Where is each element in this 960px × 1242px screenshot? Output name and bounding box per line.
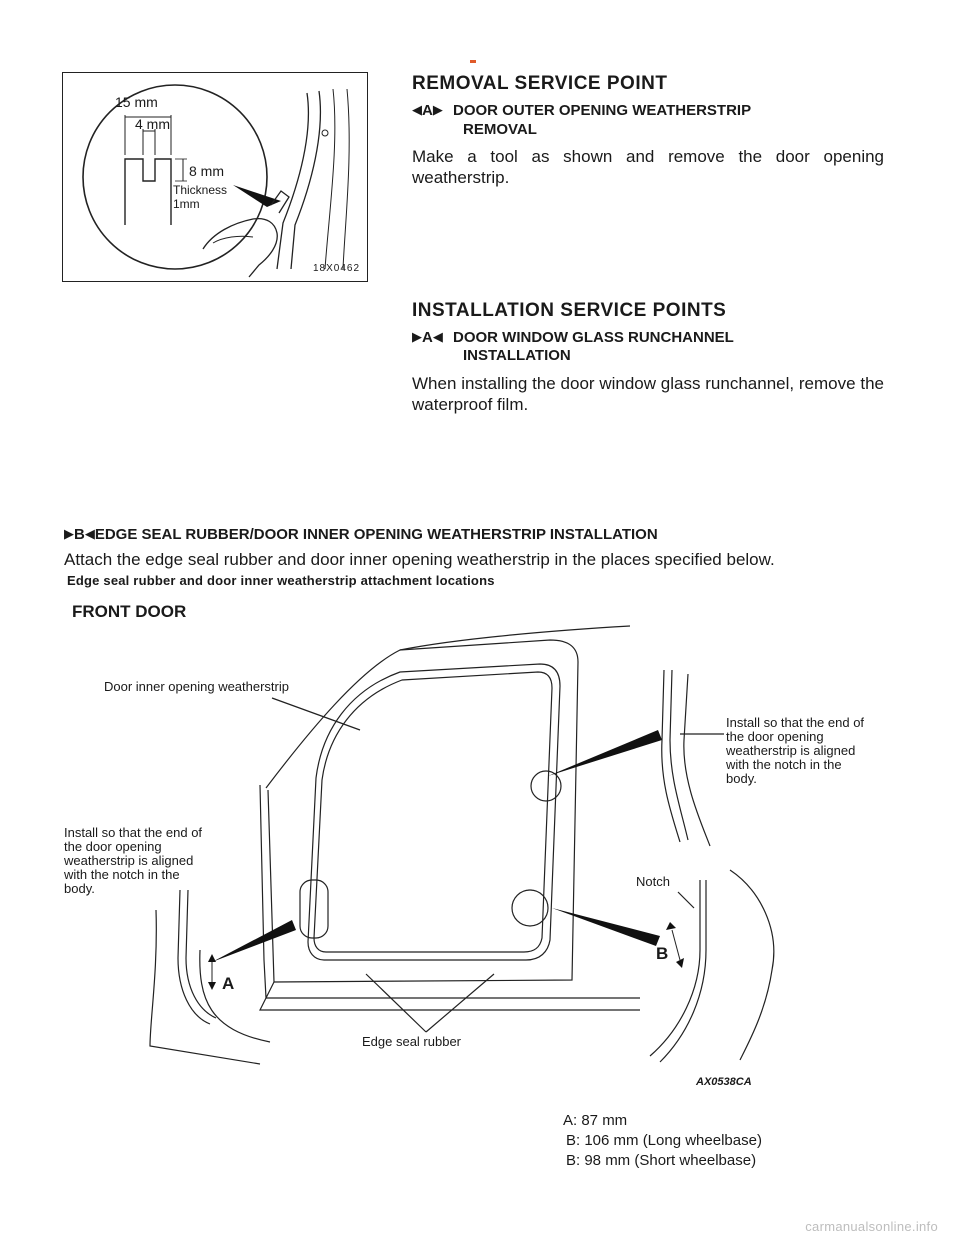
marker-a-right-icon: ◀ xyxy=(432,329,443,344)
sub-a-line2: INSTALLATION xyxy=(463,347,571,364)
tool-figure xyxy=(62,72,368,282)
marker-a-letter: A xyxy=(422,329,433,346)
spec-b-long: B: 106 mm (Long wheelbase) xyxy=(566,1132,762,1149)
marker-b-left-icon: ▶ xyxy=(64,526,74,541)
removal-subheading-line2: REMOVAL xyxy=(463,121,537,138)
note-left-line: body. xyxy=(64,881,95,896)
door-figure xyxy=(60,590,900,1100)
note-left-line: the door opening xyxy=(64,839,162,854)
removal-body: Make a tool as shown and remove the door opening weatherstrip. xyxy=(412,147,884,187)
note-right-line: with the notch in the xyxy=(726,757,842,772)
marker-right-icon: ▶ xyxy=(432,102,443,117)
dim-15mm-label: 15 mm xyxy=(115,94,158,110)
installation-body-b: Attach the edge seal rubber and door inner opening weatherstrip in the places specified below. xyxy=(64,550,775,569)
note-left-line: Install so that the end of xyxy=(64,825,203,840)
spec-a: A: 87 mm xyxy=(563,1112,628,1129)
note-right-line: body. xyxy=(726,771,757,786)
edge-seal-label: Edge seal rubber xyxy=(362,1034,462,1049)
spec-b-short: B: 98 mm (Short wheelbase) xyxy=(566,1152,757,1169)
marker-a-left-icon: ▶ xyxy=(412,329,422,344)
note-left xyxy=(64,826,202,896)
front-door-title: FRONT DOOR xyxy=(72,602,187,621)
removal-subheading-line1: DOOR OUTER OPENING WEATHERSTRIP xyxy=(453,102,752,119)
note-right-line: Install so that the end of xyxy=(726,715,865,730)
door-figure-code: AX0538CA xyxy=(696,1076,752,1088)
sub-b-text: EDGE SEAL RUBBER/DOOR INNER OPENING WEATHERSTRIP INSTALLATION xyxy=(94,526,658,543)
watermark: carmanualsonline.info xyxy=(805,1219,938,1234)
tool-figure-code: 18X0462 xyxy=(313,263,361,274)
thickness-label: Thickness xyxy=(173,183,228,197)
installation-subheading-a xyxy=(412,327,892,347)
figure-caption: Edge seal rubber and door inner weatherstrip attachment locations xyxy=(67,573,495,588)
installation-body-a: When installing the door window glass runchannel, remove the waterproof film. xyxy=(412,374,884,414)
sub-a-line1: DOOR WINDOW GLASS RUNCHANNEL xyxy=(453,329,734,346)
thickness-value: 1mm xyxy=(173,197,200,211)
note-right xyxy=(726,716,864,786)
dimension-a-label: A xyxy=(222,974,235,993)
dimension-b-label: B xyxy=(656,944,669,963)
note-right-line: the door opening xyxy=(726,729,824,744)
installation-heading: INSTALLATION SERVICE POINTS xyxy=(412,300,727,321)
removal-subheading xyxy=(412,100,892,120)
dim-4mm-label: 4 mm xyxy=(135,116,170,132)
note-left-line: with the notch in the xyxy=(64,867,180,882)
marker-b-letter: B xyxy=(74,526,85,543)
notch-label: Notch xyxy=(636,874,670,889)
page-mark xyxy=(470,60,476,63)
marker-b-right-icon: ◀ xyxy=(84,526,95,541)
weatherstrip-label: Door inner opening weatherstrip xyxy=(104,679,289,694)
note-right-line: weatherstrip is aligned xyxy=(726,743,856,758)
dim-8mm-label: 8 mm xyxy=(189,163,224,179)
marker-letter: A xyxy=(422,102,433,119)
note-left-line: weatherstrip is aligned xyxy=(64,853,194,868)
removal-heading: REMOVAL SERVICE POINT xyxy=(412,73,668,94)
marker-left-icon: ◀ xyxy=(412,102,422,117)
installation-subheading-b xyxy=(64,524,924,544)
